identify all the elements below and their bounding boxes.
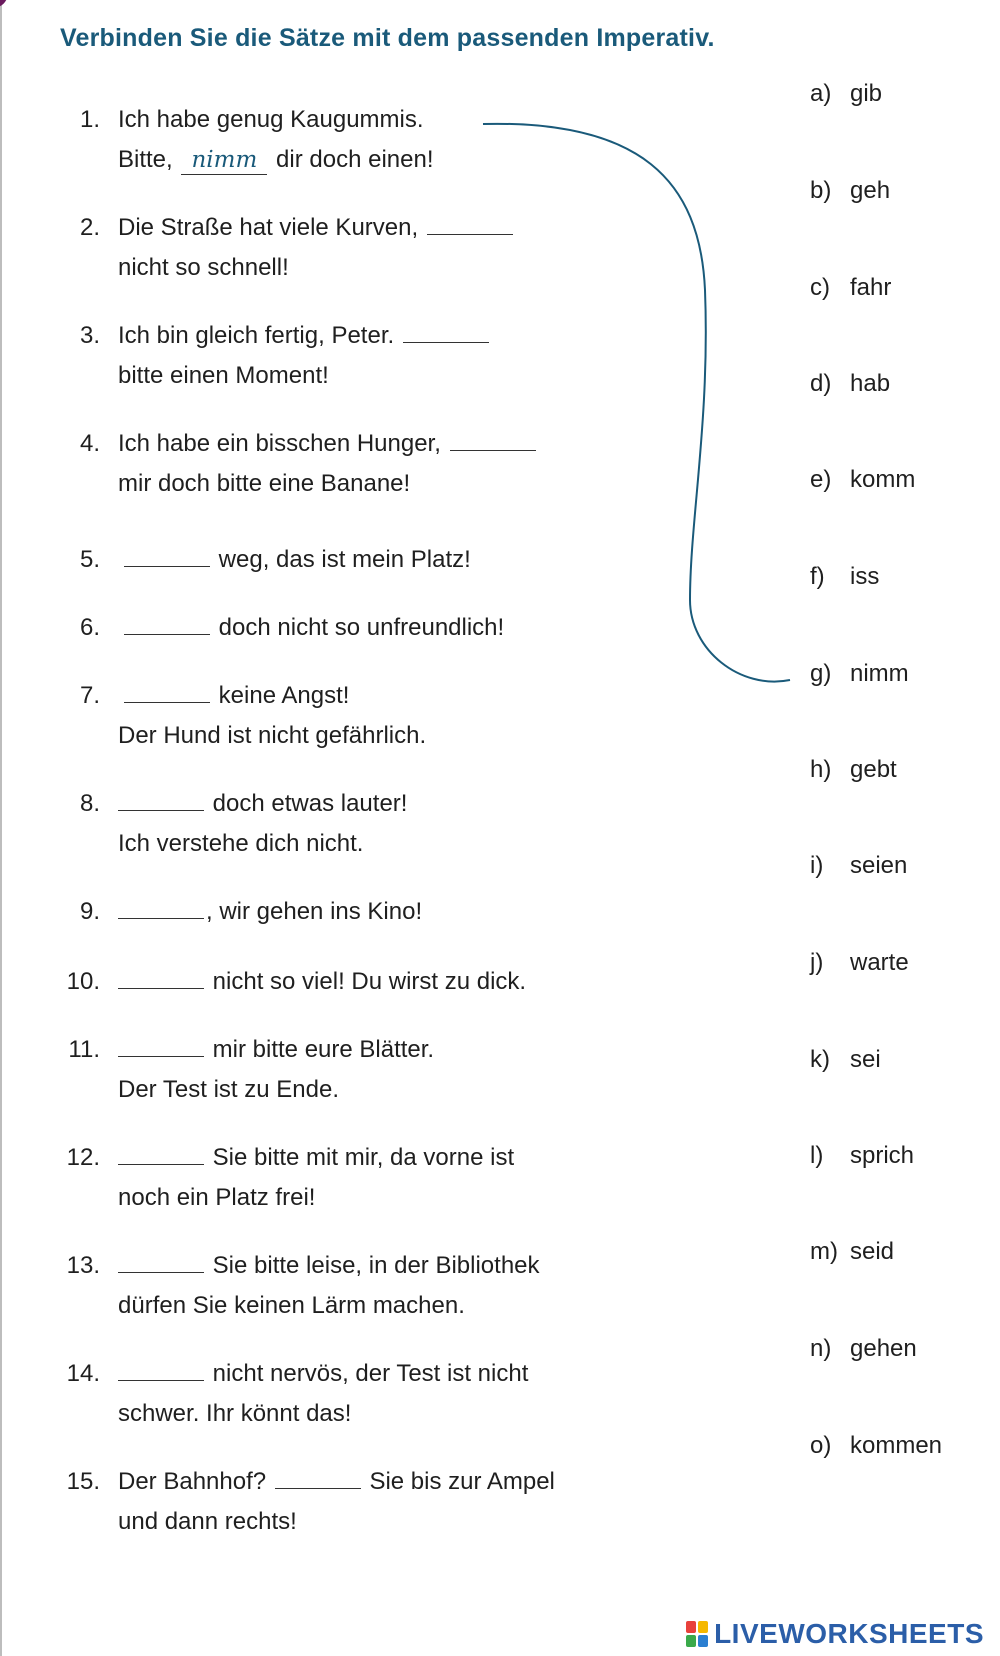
item-line-2: Bitte, nimm dir doch einen! — [118, 146, 434, 173]
item-number: 5. — [79, 546, 100, 573]
liveworksheets-logo[interactable] — [686, 1618, 984, 1650]
item-line-2: und dann rechts! — [118, 1508, 297, 1535]
option-h[interactable]: h) gebt — [810, 756, 897, 783]
item-line-1: Ich habe ein bisschen Hunger, — [118, 424, 538, 464]
answer-blank[interactable] — [427, 208, 513, 235]
item-line-2: schwer. Ihr könnt das! — [118, 1400, 352, 1427]
item-line-1: weg, das ist mein Platz! — [122, 540, 471, 580]
item-number: 15. — [66, 1468, 100, 1495]
answer-blank[interactable] — [124, 540, 210, 567]
item-number: 13. — [66, 1252, 100, 1279]
option-l[interactable]: l) sprich — [810, 1142, 915, 1169]
answer-blank[interactable] — [118, 1354, 204, 1381]
item-line-1: doch nicht so unfreundlich! — [122, 608, 504, 648]
item-line-2: dürfen Sie keinen Lärm machen. — [118, 1292, 465, 1319]
item-number: 4. — [79, 430, 100, 457]
item-number: 12. — [66, 1144, 100, 1171]
item-line-1: Sie bitte mit mir, da vorne ist — [116, 1138, 514, 1178]
item-line-1: doch etwas lauter! — [116, 784, 407, 824]
item-line-2: Der Hund ist nicht gefährlich. — [118, 722, 427, 749]
item-number: 11. — [68, 1036, 100, 1063]
option-f[interactable]: f) iss — [810, 563, 880, 590]
item-line-1: Die Straße hat viele Kurven, — [118, 208, 515, 248]
item-line-2: mir doch bitte eine Banane! — [118, 470, 411, 497]
exercise-title: Verbinden Sie die Sätze mit dem passenden Imperativ. — [60, 24, 715, 52]
item-number: 1. — [79, 106, 100, 133]
answer-blank[interactable] — [118, 1138, 204, 1165]
item-line-2: nicht so schnell! — [118, 254, 289, 281]
answer-blank-filled[interactable]: nimm — [181, 146, 267, 175]
option-o[interactable]: o) kommen — [810, 1432, 943, 1459]
answer-blank[interactable] — [124, 608, 210, 635]
option-j[interactable]: j) warte — [810, 949, 909, 976]
item-line-1: Sie bitte leise, in der Bibliothek — [116, 1246, 540, 1286]
item-line-2: noch ein Platz frei! — [118, 1184, 316, 1211]
answer-blank[interactable] — [118, 892, 204, 919]
item-number: 6. — [79, 614, 100, 641]
item-line-2: bitte einen Moment! — [118, 362, 329, 389]
item-line-1: nicht so viel! Du wirst zu dick. — [116, 962, 526, 1002]
item-number: 8. — [79, 790, 100, 817]
item-line-2: Ich verstehe dich nicht. — [118, 830, 364, 857]
answer-blank[interactable] — [124, 676, 210, 703]
option-n[interactable]: n) gehen — [810, 1335, 917, 1362]
option-m[interactable]: m) seid — [810, 1238, 895, 1265]
item-number: 3. — [79, 322, 100, 349]
answer-blank[interactable] — [275, 1462, 361, 1489]
option-a[interactable]: a) gib — [810, 80, 883, 107]
answer-blank[interactable] — [403, 316, 489, 343]
answer-blank[interactable] — [450, 424, 536, 451]
option-b[interactable]: b) geh — [810, 177, 891, 204]
option-e[interactable]: e) komm — [810, 466, 916, 493]
option-g[interactable]: g) nimm — [810, 660, 909, 687]
answer-blank[interactable] — [118, 962, 204, 989]
item-number: 9. — [79, 898, 100, 925]
option-c[interactable]: c) fahr — [810, 274, 892, 301]
option-k[interactable]: k) sei — [810, 1046, 881, 1073]
item-number: 2. — [79, 214, 100, 241]
answer-blank[interactable] — [118, 1246, 204, 1273]
item-line-1: Ich habe genug Kaugummis. — [118, 106, 424, 133]
item-line-1: mir bitte eure Blätter. — [116, 1030, 434, 1070]
item-number: 7. — [79, 682, 100, 709]
option-i[interactable]: i) seien — [810, 852, 908, 879]
item-line-1: Der Bahnhof? Sie bis zur Ampel — [118, 1462, 555, 1502]
liveworksheets-logo-text: LIVEWORKSHEETS — [714, 1618, 984, 1649]
item-line-1: keine Angst! — [122, 676, 349, 716]
item-line-1: , wir gehen ins Kino! — [116, 892, 422, 932]
liveworksheets-logo-icon — [686, 1621, 708, 1647]
answer-blank[interactable] — [118, 784, 204, 811]
item-number: 14. — [66, 1360, 100, 1387]
option-d[interactable]: d) hab — [810, 370, 891, 397]
item-line-2: Der Test ist zu Ende. — [118, 1076, 339, 1103]
item-number: 10. — [66, 968, 100, 995]
answer-blank[interactable] — [118, 1030, 204, 1057]
item-line-1: Ich bin gleich fertig, Peter. — [118, 316, 491, 356]
item-line-1: nicht nervös, der Test ist nicht — [116, 1354, 528, 1394]
